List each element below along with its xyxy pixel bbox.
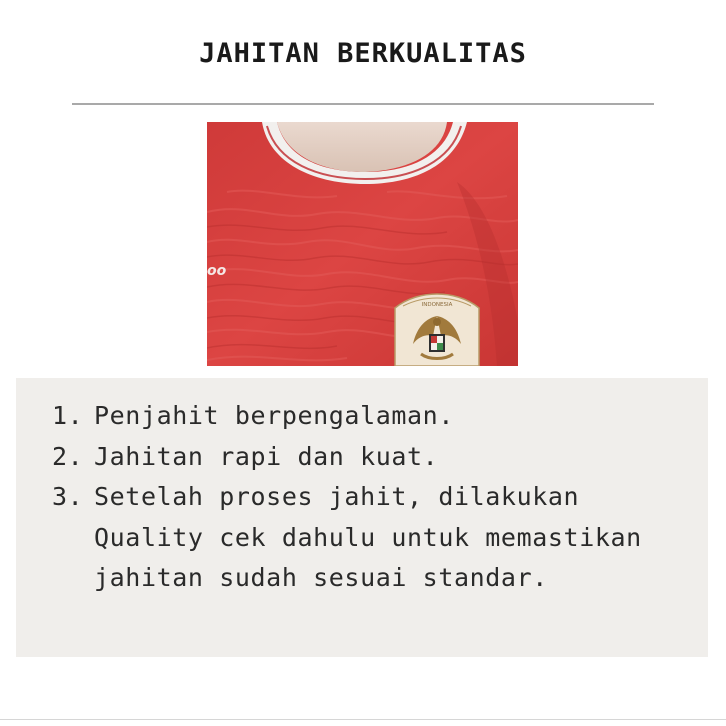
features-panel	[16, 378, 708, 657]
jersey-photo	[207, 122, 518, 366]
title-divider	[72, 103, 654, 105]
svg-text:oo: oo	[207, 263, 227, 279]
page-title: JAHITAN BERKUALITAS	[199, 38, 527, 69]
bottom-divider	[0, 719, 726, 720]
list-item	[52, 477, 692, 599]
list-item-text: Jahitan rapi dan kuat.	[94, 441, 439, 471]
garuda-crest-icon	[395, 294, 479, 366]
list-item-text: Penjahit berpengalaman.	[94, 401, 454, 430]
list-item-number: 1.	[52, 401, 84, 430]
svg-text:INDONESIA: INDONESIA	[421, 302, 453, 308]
features-list	[52, 396, 692, 599]
list-item	[52, 396, 692, 437]
list-item-number: 2.	[52, 441, 84, 471]
list-item	[52, 437, 692, 478]
list-item-number: 3.	[52, 482, 84, 511]
list-item-text: Setelah proses jahit, dilakukan Quality cek dahulu untuk memastikan jahitan sudah sesuai standar.	[94, 482, 642, 592]
